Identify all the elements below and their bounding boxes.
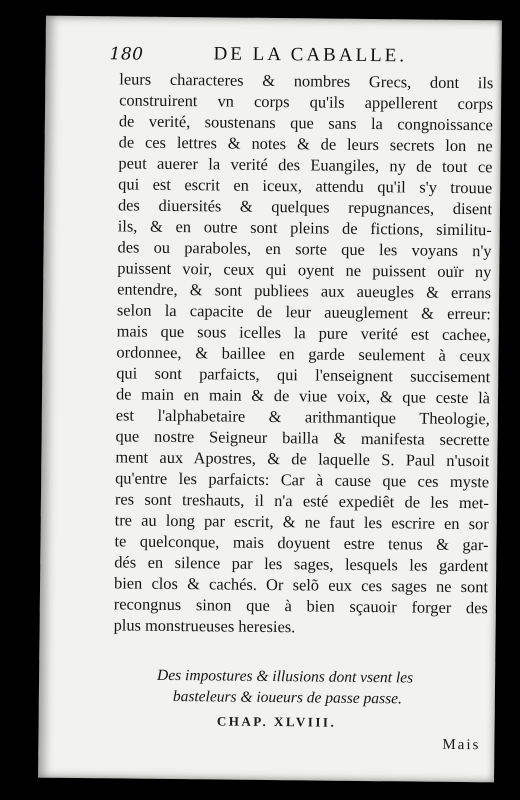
text-line: plus monstrueuses heresies. xyxy=(113,615,296,637)
text-line: qui sont parfaicts, qui l'enseignent succisement xyxy=(116,363,491,387)
text-line: bien clos & cachés. Or selõ eux ces sages ne sont xyxy=(113,573,489,597)
chapter-heading xyxy=(133,665,473,711)
text-line: peut auerer la verité des Euangiles, ny de tout ce xyxy=(118,153,493,177)
text-line: te quelconque, mais doyuent estre tenus & gar- xyxy=(114,531,489,555)
text-line: construirent vn corps qu'ils appellerent corps xyxy=(119,90,494,114)
text-line: ment aux Apostres, & de laquelle S. Paul n'usoit xyxy=(115,447,490,471)
text-line: ils, & en outre sont pleins de fictions, similitu- xyxy=(117,216,492,240)
text-line: qui est escrit en iceux, attendu qu'il s'y trouue xyxy=(118,174,493,198)
text-line: des ou paraboles, en sorte que les voyans n'y xyxy=(117,237,492,261)
text-line: puissent voir, ceux qui oyent ne puissent ouïr ny xyxy=(117,258,492,282)
body-text xyxy=(114,68,494,639)
text-line: tre au long par escrit, & ne faut les escrire en sor xyxy=(114,510,489,534)
text-line: des diuersités & quelques repugnances, disent xyxy=(117,195,493,219)
text-line: res sont treshauts, il n'a esté expediêt de les met- xyxy=(114,489,490,513)
chapter-number: CHAP. XLVIII. xyxy=(216,713,337,730)
text-line: qu'entre les parfaicts: Car à cause que ces myste xyxy=(115,468,490,492)
page-header xyxy=(109,42,489,72)
text-line: recongnus sinon que à bien sçauoir forger des xyxy=(113,594,488,618)
text-line: mais que sous icelles la pure verité est cachee, xyxy=(116,321,491,345)
chapter-heading-line: Des impostures & illusions dont vsent les xyxy=(157,666,414,687)
catchword: Mais xyxy=(442,736,481,754)
text-line: dés en silence par les sages, lesquels les gardent xyxy=(114,552,489,576)
chapter-heading-line: basteleurs & ioueurs de passe passe. xyxy=(172,687,403,708)
running-title: DE LA CABALLE. xyxy=(213,43,408,67)
text-line: que nostre Seigneur bailla & manifesta secrette xyxy=(115,426,490,450)
page-number: 180 xyxy=(109,44,144,65)
text-line: leurs characteres & nombres Grecs, dont ils xyxy=(119,69,494,93)
text-line: entendre, & sont publiees aux aueugles & errans xyxy=(117,279,492,303)
text-line: selon la capacite de leur aueuglement & erreur: xyxy=(116,300,492,324)
book-page xyxy=(38,16,502,783)
text-line: de main en main & de viue voix, & que ceste là xyxy=(115,384,491,408)
text-line: est l'alphabetaire & arithmantique Theologie, xyxy=(115,405,490,429)
text-line: de ces lettres & notes & de leurs secrets lon ne xyxy=(118,132,493,156)
text-line: ordonnee, & baillee en garde seulement à ceux xyxy=(116,342,491,366)
scan-edge-shadow xyxy=(498,0,520,800)
text-line: de verité, soustenans que sans la congnoissance xyxy=(118,111,493,135)
